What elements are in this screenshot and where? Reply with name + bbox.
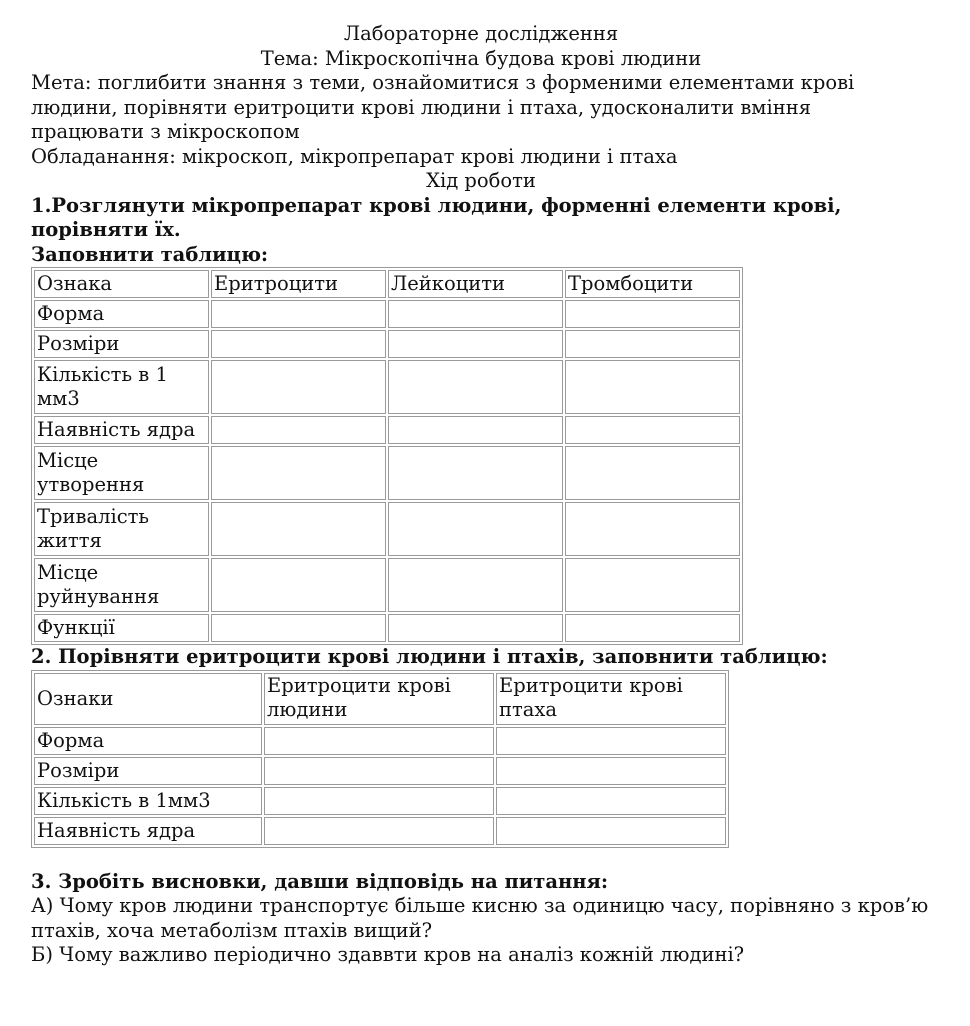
blank-answer-cell[interactable] [388, 360, 563, 414]
blank-answer-cell[interactable] [211, 416, 386, 444]
table-row [34, 787, 726, 815]
blank-answer-cell[interactable] [211, 502, 386, 556]
blank-answer-cell[interactable] [565, 360, 740, 414]
row-label-cell: Кількість в 1мм3 [34, 787, 262, 815]
erythrocytes-comparison-table [31, 670, 729, 848]
blank-answer-cell[interactable] [565, 558, 740, 612]
blank-answer-cell[interactable] [264, 727, 494, 755]
table-row [34, 300, 740, 328]
table-header-row [34, 270, 740, 298]
table-row [34, 360, 740, 414]
row-label-cell: Функції [34, 614, 209, 642]
blood-cells-table [31, 267, 743, 645]
table-header-cell: Лейкоцити [388, 270, 563, 298]
table-header-cell: Ознака [34, 270, 209, 298]
blank-answer-cell[interactable] [388, 614, 563, 642]
row-label-cell: Наявність ядра [34, 416, 209, 444]
blank-answer-cell[interactable] [388, 558, 563, 612]
table-row [34, 446, 740, 500]
row-label-cell: Кількість в 1 мм3 [34, 360, 209, 414]
document-title: Лабораторне дослідження [343, 22, 619, 45]
row-label-cell: Місце утворення [34, 446, 209, 500]
blank-answer-cell[interactable] [211, 300, 386, 328]
table-header-cell: Еритроцити [211, 270, 386, 298]
blank-answer-cell[interactable] [388, 446, 563, 500]
blank-answer-cell[interactable] [565, 614, 740, 642]
equipment-paragraph: Обладанання: мікроскоп, мікропрепарат крові людини і птаха [31, 144, 678, 168]
blank-answer-cell[interactable] [211, 330, 386, 358]
document-page [31, 22, 931, 968]
blank-answer-cell[interactable] [388, 330, 563, 358]
blank-answer-cell[interactable] [388, 300, 563, 328]
procedure-title: Хід роботи [426, 169, 536, 192]
blank-answer-cell[interactable] [388, 502, 563, 556]
blank-answer-cell[interactable] [565, 300, 740, 328]
table-row [34, 330, 740, 358]
document-topic: Тема: Мікроскопічна будова крові людини [260, 46, 702, 70]
blank-answer-cell[interactable] [565, 416, 740, 444]
row-label-cell: Місце руйнування [34, 558, 209, 612]
blank-answer-cell[interactable] [211, 614, 386, 642]
table-header-cell: Ознаки [34, 673, 262, 725]
blank-answer-cell[interactable] [388, 416, 563, 444]
blank-answer-cell[interactable] [264, 787, 494, 815]
table-header-cell: Еритроцити крові птаха [496, 673, 726, 725]
blank-answer-cell[interactable] [496, 757, 726, 785]
table-row [34, 817, 726, 845]
blank-answer-cell[interactable] [211, 360, 386, 414]
blank-answer-cell[interactable] [496, 727, 726, 755]
row-label-cell: Форма [34, 727, 262, 755]
blank-answer-cell[interactable] [211, 558, 386, 612]
task1-fill-table: Заповнити таблицю: [31, 242, 269, 266]
task1-text: 1.Розглянути мікропрепарат крові людини, форменні елементи крові, порівняти їх. [31, 193, 842, 241]
table-header-cell: Еритроцити крові людини [264, 673, 494, 725]
table-row [34, 757, 726, 785]
blank-answer-cell[interactable] [264, 817, 494, 845]
blank-answer-cell[interactable] [496, 817, 726, 845]
task3-text: 3. Зробіть висновки, давши відповідь на питання: [31, 869, 609, 893]
row-label-cell: Розміри [34, 330, 209, 358]
blank-answer-cell[interactable] [496, 787, 726, 815]
row-label-cell: Тривалість життя [34, 502, 209, 556]
blank-answer-cell[interactable] [565, 446, 740, 500]
row-label-cell: Наявність ядра [34, 817, 262, 845]
table-row [34, 416, 740, 444]
table-row [34, 502, 740, 556]
blank-answer-cell[interactable] [264, 757, 494, 785]
table-row [34, 558, 740, 612]
goal-paragraph: Мета: поглибити знання з теми, ознайомитися з форменими елементами крові людини, порівняти еритроцити крові людини і птаха, удосконалити вміння працювати з мікроскопом [31, 71, 855, 143]
question-b: Б) Чому важливо періодично здаввти кров на аналіз кожній людині? [31, 943, 745, 966]
blank-answer-cell[interactable] [565, 502, 740, 556]
row-label-cell: Розміри [34, 757, 262, 785]
blank-answer-cell[interactable] [211, 446, 386, 500]
table-header-row [34, 673, 726, 725]
blank-answer-cell[interactable] [565, 330, 740, 358]
table-header-cell: Тромбоцити [565, 270, 740, 298]
table-row [34, 727, 726, 755]
spacer [31, 848, 931, 870]
question-a: А) Чому кров людини транспортує більше кисню за одиницю часу, порівняно з кров’ю птахів, хоча метаболізм птахів вищий? [31, 894, 929, 942]
row-label-cell: Форма [34, 300, 209, 328]
task2-text: 2. Порівняти еритроцити крові людини і птахів, заповнити таблицю: [31, 645, 828, 668]
table-row [34, 614, 740, 642]
